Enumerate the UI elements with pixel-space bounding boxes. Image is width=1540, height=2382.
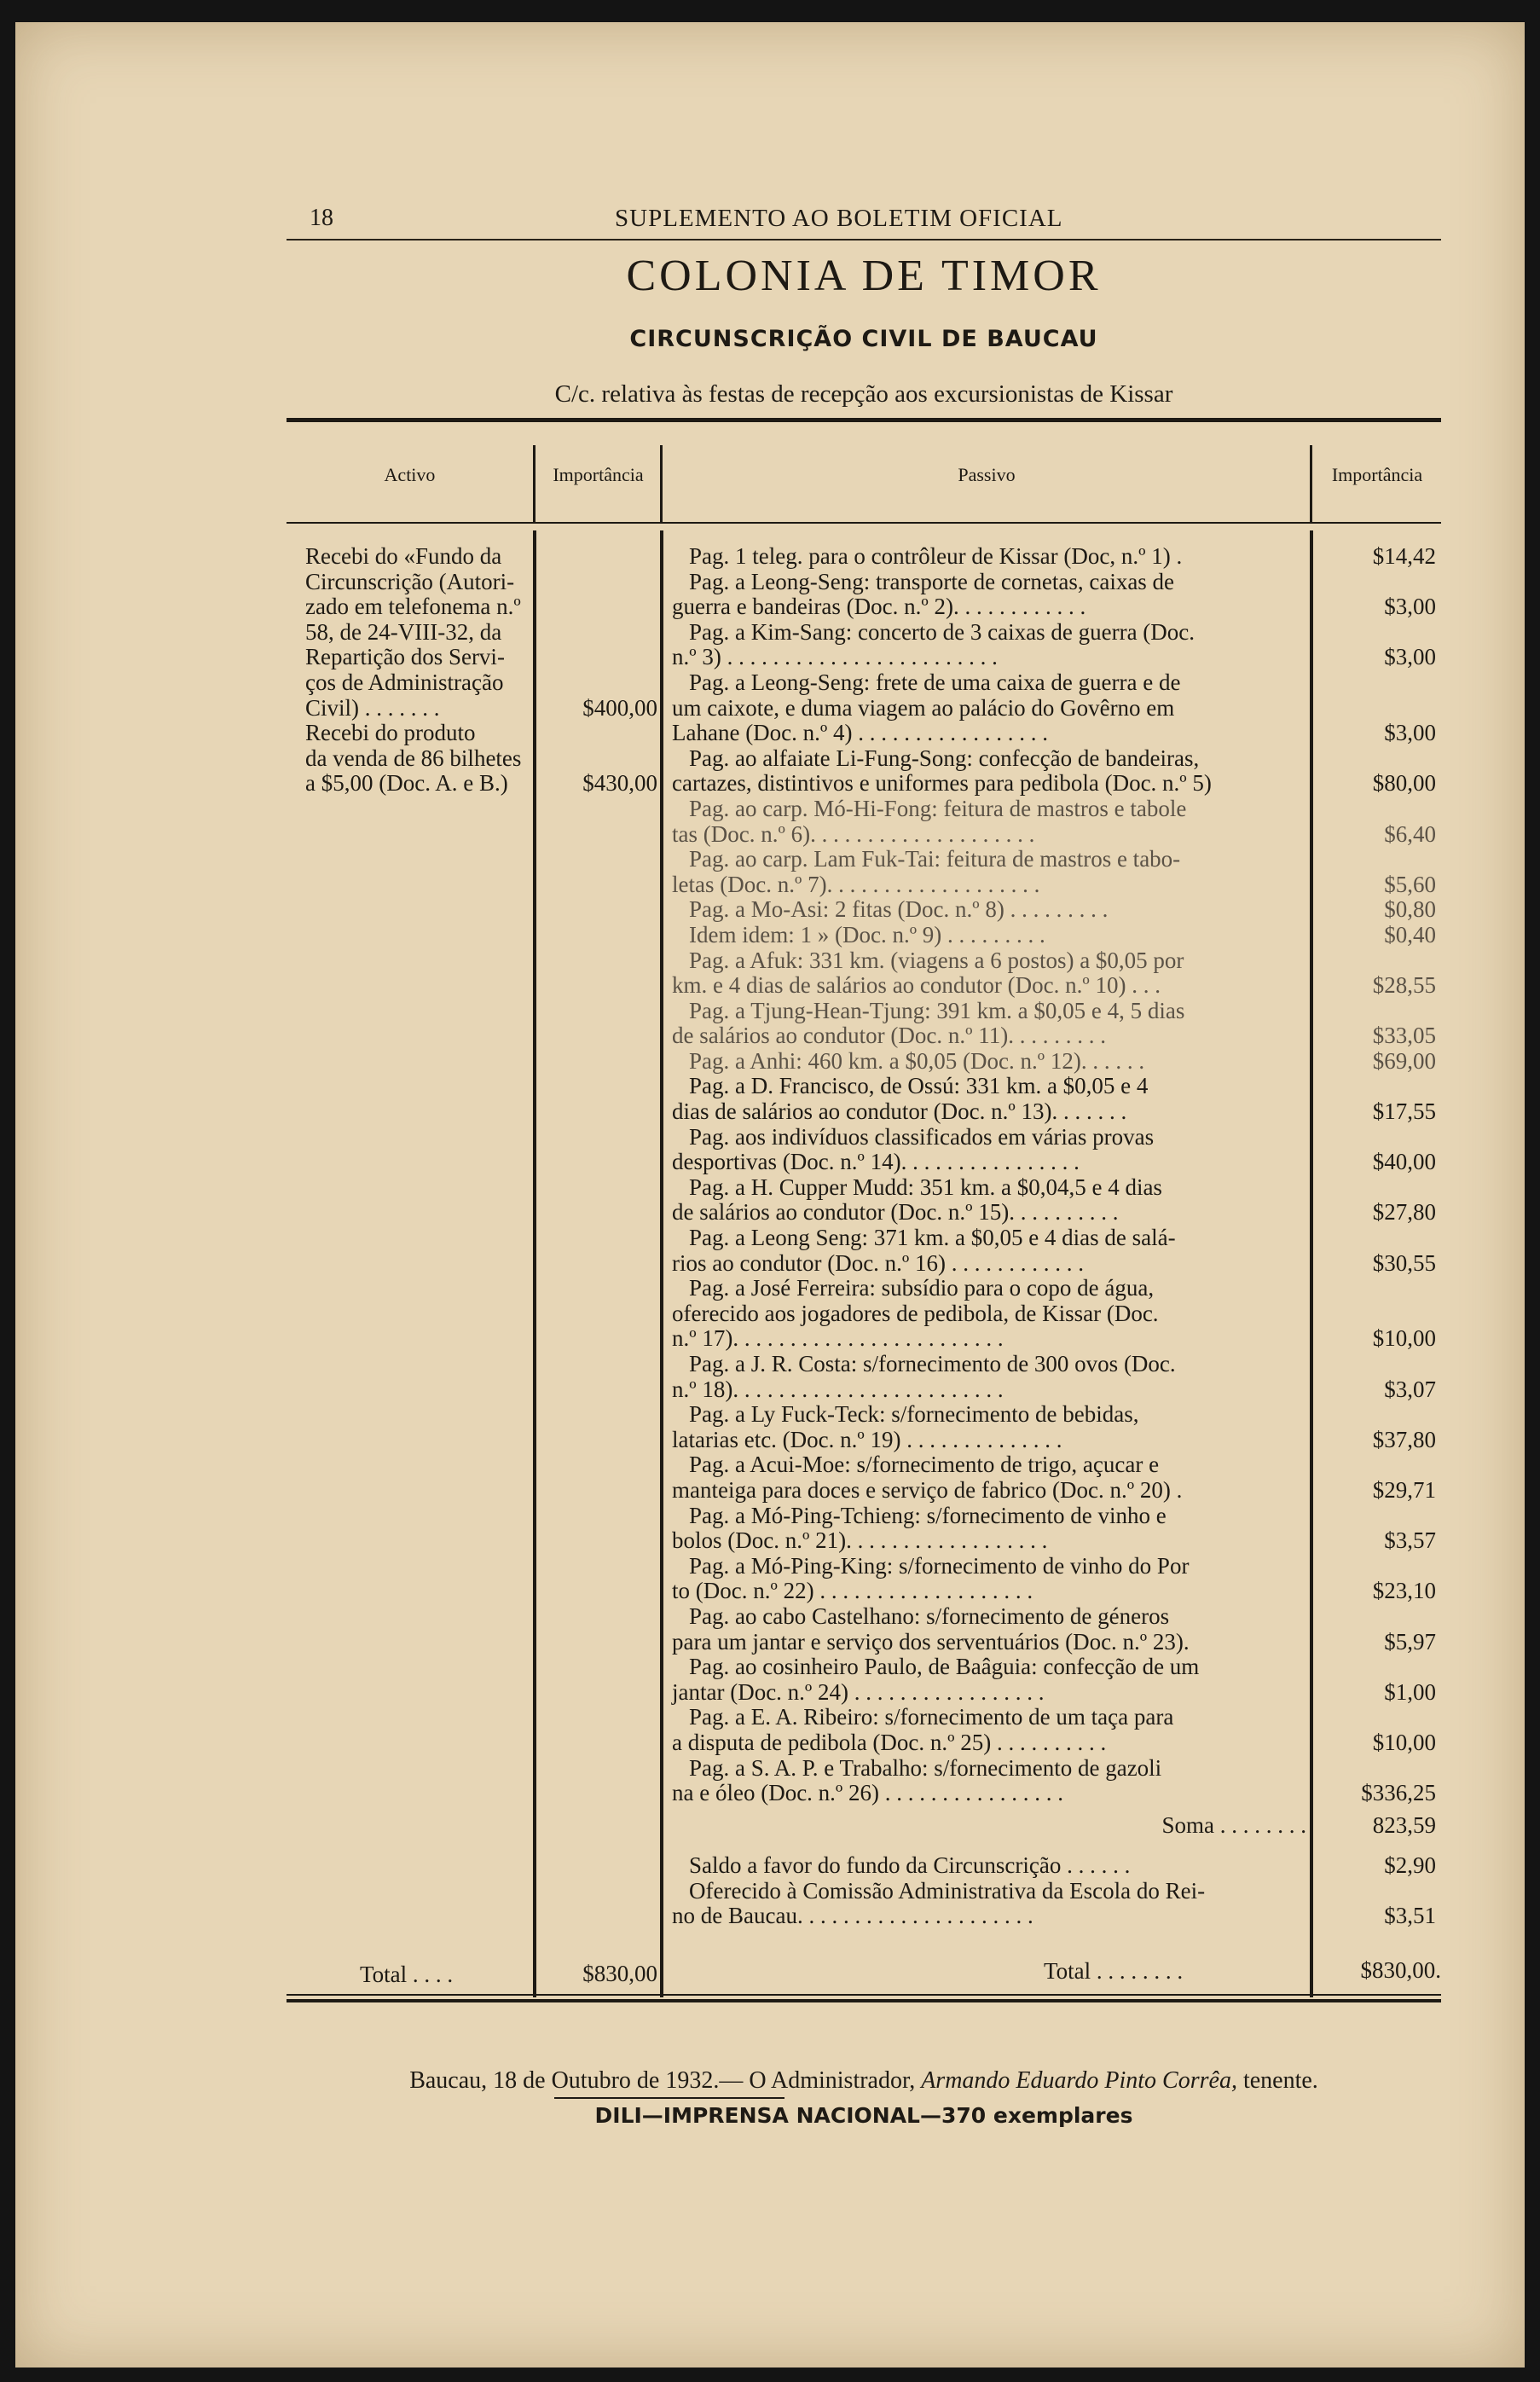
- entry-line: de salários ao condutor (Doc. n.º 15). . . . . . . . . .: [672, 1199, 1119, 1226]
- col-divider-header-2: [660, 445, 663, 524]
- amount: $14,42: [1372, 543, 1436, 569]
- amount: $3,00: [1384, 594, 1436, 620]
- entry-line: Pag. a Afuk: 331 km. (viagens a 6 postos) a $0,05 por: [689, 947, 1184, 973]
- col-divider-header-1: [533, 445, 536, 524]
- entry-line: Pag. a Kim-Sang: concerto de 3 caixas de guerra (Doc.: [689, 618, 1196, 645]
- entry-line: desportivas (Doc. n.º 14). . . . . . . . . . . . . . . .: [672, 1149, 1080, 1175]
- amount: $430,00: [582, 770, 657, 797]
- saldo-entry: [672, 1853, 1306, 1879]
- entry-line: n.º 3) . . . . . . . . . . . . . . . . . . . . . . . .: [672, 644, 998, 670]
- entry-line: a $5,00 (Doc. A. e B.): [305, 770, 508, 797]
- passivo-entry: [672, 620, 1306, 670]
- entry-line: rios ao condutor (Doc. n.º 16) . . . . . . . . . . . .: [672, 1249, 1085, 1276]
- amount: $3,00: [1384, 644, 1436, 670]
- entry-line: Repartição dos Servi-: [305, 644, 505, 670]
- entry-line: guerra e bandeiras (Doc. n.º 2). . . . . . . . . . . .: [672, 594, 1086, 620]
- entry-line: n.º 17). . . . . . . . . . . . . . . . . . . . . . . .: [672, 1325, 1004, 1352]
- entry-line: manteiga para doces e serviço de fabrico (Doc. n.º 20) .: [672, 1476, 1183, 1503]
- passivo-entry: [672, 1504, 1306, 1554]
- entry-line: Recebi do produto: [305, 720, 476, 746]
- passivo-entry: [672, 999, 1306, 1049]
- entry-line: Pag. a E. A. Ribeiro: s/fornecimento de um taça para: [689, 1704, 1174, 1730]
- entry-line: zado em telefonema n.º: [305, 594, 521, 620]
- amount: $37,80: [1372, 1426, 1436, 1452]
- passivo-entry: [672, 1452, 1306, 1503]
- entry-line: Civil) . . . . . . .: [305, 694, 440, 721]
- passivo-entry: [672, 797, 1306, 847]
- amount: $30,55: [1372, 1249, 1436, 1276]
- entry-line: Pag. a D. Francisco, de Ossú: 331 km. a $0,05 e 4: [689, 1073, 1149, 1099]
- amount: $3,51: [1384, 1903, 1436, 1929]
- amount: $10,00: [1372, 1325, 1436, 1352]
- column-header-importancia-left: Importância: [553, 464, 644, 485]
- passivo-total-label: Total . . . . . . . .: [1044, 1958, 1184, 1984]
- table-top-rule: [287, 418, 1441, 422]
- amount: $400,00: [582, 694, 657, 721]
- amount: $69,00: [1372, 1047, 1436, 1074]
- document-page: [15, 22, 1525, 2368]
- passivo-entry: [672, 948, 1306, 999]
- place-date: Baucau, 18 de Outubro de 1932.— O Administrador,: [409, 2067, 916, 2094]
- passivo-entry: [672, 897, 1306, 923]
- table-header-rule: [287, 522, 1441, 524]
- passivo-entry: [672, 1756, 1306, 1806]
- entry-line: Pag. a Leong-Seng: transporte de cornetas, caixas de: [689, 568, 1175, 594]
- amount: $5,60: [1384, 871, 1436, 897]
- col-divider-3: [1310, 530, 1313, 1997]
- passivo-entry: [672, 570, 1306, 620]
- entry-line: Pag. ao carp. Lam Fuk-Tai: feitura de mastros e tabo-: [689, 846, 1181, 872]
- document-subtitle: CIRCUNSCRIÇÃO CIVIL DE BAUCAU: [629, 326, 1098, 352]
- passivo-entry: [672, 1402, 1306, 1452]
- entry-line: km. e 4 dias de salários ao condutor (Doc. n.º 10) . . .: [672, 972, 1161, 999]
- entry-line: Pag. a H. Cupper Mudd: 351 km. a $0,04,5 e 4 dias: [689, 1174, 1162, 1200]
- entry-line: jantar (Doc. n.º 24) . . . . . . . . . . . . . . . . .: [672, 1678, 1045, 1705]
- entry-line: oferecido aos jogadores de pedibola, de Kissar (Doc.: [672, 1300, 1159, 1326]
- entry-line: Oferecido à Comissão Administrativa da Escola do Rei-: [689, 1877, 1206, 1904]
- amount: $0,40: [1384, 921, 1436, 948]
- amount: $80,00: [1372, 770, 1436, 797]
- entry-line: 58, de 24-VIII-32, da: [305, 618, 502, 645]
- page-header: [287, 205, 1441, 241]
- entry-line: Pag. a Tjung-Hean-Tjung: 391 km. a $0,05 e 4, 5 dias: [689, 997, 1185, 1023]
- amount: $3,57: [1384, 1527, 1436, 1554]
- passivo-total-amount: $830,00.: [1360, 1957, 1441, 1983]
- amount: $40,00: [1372, 1149, 1436, 1175]
- passivo-entry: [672, 1049, 1306, 1075]
- column-header-activo: Activo: [384, 464, 436, 485]
- imprint-line: DILI—IMPRENSA NACIONAL—370 exemplares: [594, 2103, 1133, 2128]
- col-divider-header-3: [1310, 445, 1312, 524]
- entry-line: Pag. 1 teleg. para o contrôleur de Kissar (Doc, n.º 1) .: [689, 543, 1183, 569]
- amount: $33,05: [1372, 1023, 1436, 1049]
- amount: $336,25: [1361, 1780, 1436, 1806]
- passivo-entry: [672, 1554, 1306, 1604]
- document-title: COLONIA DE TIMOR: [626, 252, 1102, 300]
- entry-line: Pag. a José Ferreira: subsídio para o copo de água,: [689, 1275, 1155, 1301]
- amount: $10,00: [1372, 1729, 1436, 1755]
- entry-line: Pag. a Ly Fuck-Teck: s/fornecimento de bebidas,: [689, 1401, 1139, 1428]
- soma-amount: 823,59: [1372, 1811, 1436, 1838]
- activo-entry: [305, 544, 530, 721]
- passivo-entry: [672, 923, 1306, 948]
- passivo-entry: [672, 1175, 1306, 1226]
- activo-column: [305, 544, 530, 797]
- entry-line: Pag. ao carp. Mó-Hi-Fong: feitura de mastros e tabole: [689, 795, 1187, 821]
- entry-line: Saldo a favor do fundo da Circunscrição . . . . . .: [689, 1852, 1131, 1879]
- passivo-entry: [672, 1705, 1306, 1755]
- activo-total-label: Total . . . .: [360, 1962, 454, 1987]
- entry-line: Idem idem: 1 » (Doc. n.º 9) . . . . . . . . .: [689, 921, 1045, 948]
- passivo-entry: [672, 1074, 1306, 1124]
- activo-entry: [305, 721, 530, 797]
- passivo-entry: [672, 670, 1306, 746]
- page-number: 18: [310, 205, 333, 231]
- signature-name: Armando Eduardo Pinto Corrêa,: [921, 2067, 1237, 2094]
- signature-rank: tenente.: [1242, 2067, 1318, 2094]
- passivo-entry: [672, 1125, 1306, 1175]
- amount: $6,40: [1384, 820, 1436, 847]
- entry-line: Pag. ao cabo Castelhano: s/fornecimento de géneros: [689, 1602, 1170, 1629]
- passivo-entry: [672, 1655, 1306, 1705]
- amount: $29,71: [1372, 1476, 1436, 1503]
- passivo-column: [672, 544, 1306, 1929]
- activo-total-amount: $830,00: [582, 1961, 657, 1986]
- passivo-entry: [672, 746, 1306, 797]
- passivo-amounts: [1315, 544, 1436, 1929]
- table-bottom-rule-1: [287, 1994, 1441, 1996]
- entry-line: latarias etc. (Doc. n.º 19) . . . . . . . . . . . . . .: [672, 1426, 1062, 1452]
- entry-line: Pag. ao alfaiate Li-Fung-Song: confecção de bandeiras,: [689, 745, 1200, 771]
- entry-line: Pag. a Acui-Moe: s/fornecimento de trigo, açucar e: [689, 1452, 1160, 1478]
- entry-line: Pag. a Mo-Asi: 2 fitas (Doc. n.º 8) . . . . . . . . .: [689, 896, 1109, 923]
- table-bottom-rule-2: [287, 1999, 1441, 2002]
- amount: $3,07: [1384, 1376, 1436, 1402]
- entry-line: a disputa de pedibola (Doc. n.º 25) . . . . . . . . . .: [672, 1729, 1107, 1755]
- entry-line: Pag. aos indivíduos classificados em várias provas: [689, 1123, 1155, 1150]
- entry-line: Lahane (Doc. n.º 4) . . . . . . . . . . . . . . . . .: [672, 720, 1049, 746]
- amount: $27,80: [1372, 1199, 1436, 1226]
- oferecido-entry: [672, 1879, 1306, 1929]
- signature-line: [287, 2067, 1441, 2095]
- entry-line: da venda de 86 bilhetes: [305, 745, 522, 771]
- imprint-rule: [554, 2097, 784, 2099]
- entry-line: para um jantar e serviço dos serventuários (Doc. n.º 23).: [672, 1628, 1190, 1655]
- entry-line: Pag. a Mó-Ping-Tchieng: s/fornecimento de vinho e: [689, 1502, 1167, 1528]
- passivo-entry: [672, 1226, 1306, 1276]
- entry-line: Pag. a Leong Seng: 371 km. a $0,05 e 4 dias de salá-: [689, 1225, 1176, 1251]
- amount: $17,55: [1372, 1098, 1436, 1125]
- amount: $3,00: [1384, 720, 1436, 746]
- entry-line: Circunscrição (Autori-: [305, 568, 515, 594]
- entry-line: to (Doc. n.º 22) . . . . . . . . . . . . . . . . . . .: [672, 1578, 1033, 1604]
- passivo-entry: [672, 847, 1306, 897]
- entry-line: bolos (Doc. n.º 21). . . . . . . . . . . . . . . . . .: [672, 1527, 1048, 1554]
- entry-line: letas (Doc. n.º 7). . . . . . . . . . . . . . . . . . .: [672, 871, 1040, 897]
- entry-line: Pag. a Mó-Ping-King: s/fornecimento de vinho do Por: [689, 1552, 1190, 1579]
- entry-line: um caixote, e duma viagem ao palácio do Govêrno em: [672, 694, 1175, 721]
- amount: $2,90: [1384, 1852, 1436, 1879]
- entry-line: n.º 18). . . . . . . . . . . . . . . . . . . . . . . .: [672, 1376, 1004, 1402]
- passivo-entry: [672, 1276, 1306, 1352]
- entry-line: Pag. a Leong-Seng: frete de uma caixa de guerra e de: [689, 669, 1181, 695]
- amount: $1,00: [1384, 1678, 1436, 1705]
- entry-line: no de Baucau. . . . . . . . . . . . . . . . . . . . .: [672, 1903, 1033, 1929]
- activo-amounts: [536, 544, 657, 797]
- entry-line: ços de Administração: [305, 669, 504, 695]
- amount: $5,97: [1384, 1628, 1436, 1655]
- running-head: SUPLEMENTO AO BOLETIM OFICIAL: [615, 205, 1063, 232]
- column-header-passivo: Passivo: [958, 464, 1016, 485]
- account-caption: C/c. relativa às festas de recepção aos excursionistas de Kissar: [554, 380, 1173, 408]
- amount: $28,55: [1372, 972, 1436, 999]
- entry-line: Pag. a Anhi: 460 km. a $0,05 (Doc. n.º 12). . . . . .: [689, 1047, 1145, 1074]
- entry-line: Pag. ao cosinheiro Paulo, de Baâguia: confecção de um: [689, 1654, 1200, 1680]
- entry-line: Pag. a S. A. P. e Trabalho: s/fornecimento de gazoli: [689, 1754, 1162, 1781]
- entry-line: cartazes, distintivos e uniformes para pedibola (Doc. n.º 5): [672, 770, 1212, 797]
- column-header-importancia-right: Importância: [1331, 464, 1423, 485]
- entry-line: tas (Doc. n.º 6). . . . . . . . . . . . . . . . . . . .: [672, 820, 1035, 847]
- passivo-entry: [672, 544, 1306, 570]
- passivo-entry: [672, 1352, 1306, 1402]
- passivo-entry: [672, 1604, 1306, 1655]
- amount: $23,10: [1372, 1578, 1436, 1604]
- entry-line: de salários ao condutor (Doc. n.º 11). . . . . . . . .: [672, 1023, 1107, 1049]
- entry-line: Recebi do «Fundo da: [305, 543, 502, 569]
- col-divider-2: [660, 530, 663, 1997]
- soma-label: Soma . . . . . . . .: [1161, 1811, 1306, 1838]
- entry-line: dias de salários ao condutor (Doc. n.º 13). . . . . . .: [672, 1098, 1127, 1125]
- entry-line: na e óleo (Doc. n.º 26) . . . . . . . . . . . . . . . .: [672, 1780, 1064, 1806]
- amount: $0,80: [1384, 896, 1436, 923]
- entry-line: Pag. a J. R. Costa: s/fornecimento de 300 ovos (Doc.: [689, 1351, 1176, 1376]
